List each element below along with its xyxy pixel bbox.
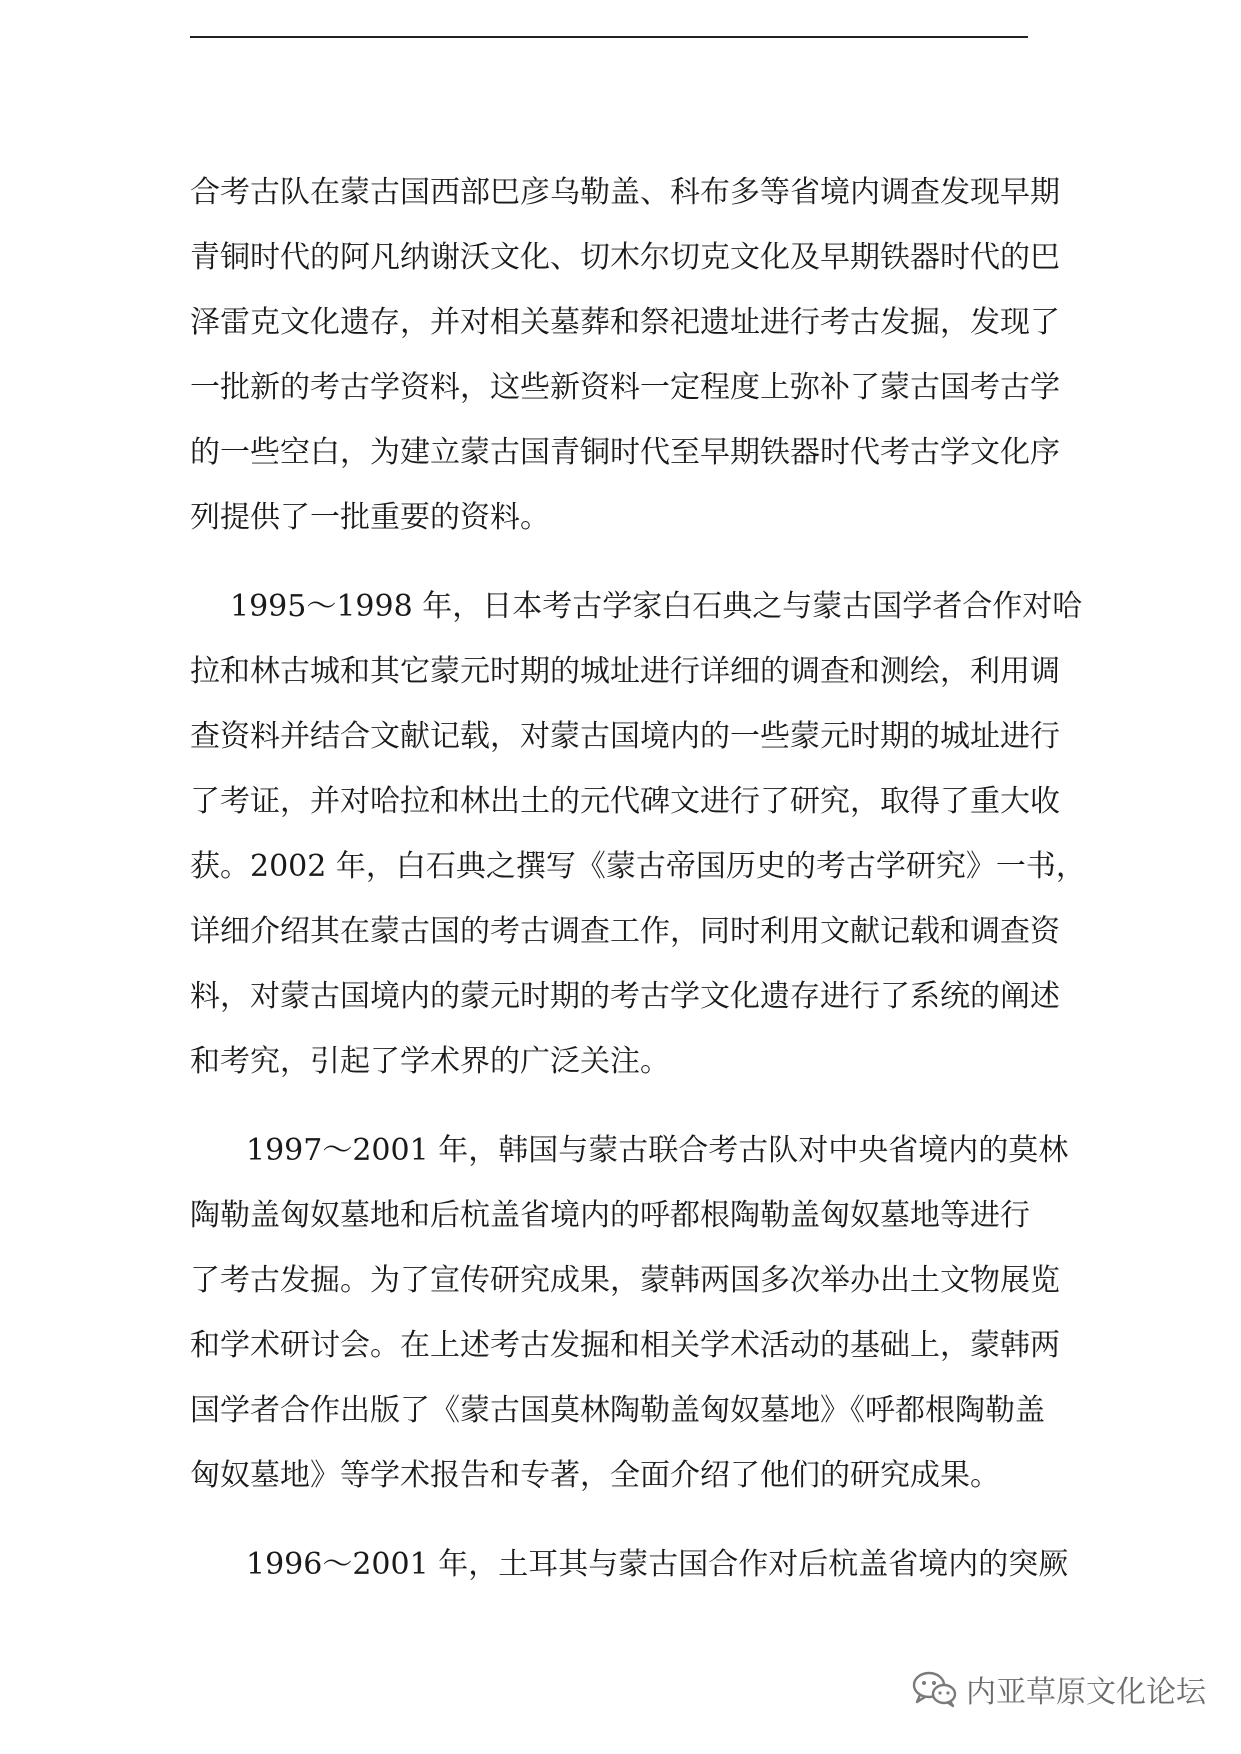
text-line: 青铜时代的阿凡纳谢沃文化、切木尔切克文化及早期铁器时代的巴: [190, 240, 1060, 275]
paragraph-2: [190, 574, 1086, 1094]
text-line: 泽雷克文化遗存，并对相关墓葬和祭祀遗址进行考古发掘，发现了: [190, 305, 1060, 340]
text-line: 1996～2001 年，土耳其与蒙古国合作对后杭盖省境内的突厥: [246, 1547, 1069, 1582]
wechat-icon: [912, 1670, 958, 1708]
text-line: 料，对蒙古国境内的蒙元时期的考古学文化遗存进行了系统的阐述: [190, 979, 1060, 1014]
text-line: 1997～2001 年，韩国与蒙古联合考古队对中央省境内的莫林: [246, 1133, 1069, 1168]
document-body: [190, 160, 1086, 1621]
text-line: 的一些空白，为建立蒙古国青铜时代至早期铁器时代考古学文化序: [190, 435, 1060, 470]
paragraph-4: [190, 1532, 1069, 1597]
text-line: 查资料并结合文献记载，对蒙古国境内的一些蒙元时期的城址进行: [190, 719, 1060, 754]
text-line: 一批新的考古学资料，这些新资料一定程度上弥补了蒙古国考古学: [190, 370, 1060, 405]
header-rule: [190, 36, 1028, 38]
text-line: 了考古发掘。为了宣传研究成果，蒙韩两国多次举办出土文物展览: [190, 1263, 1060, 1298]
text-line: 和学术研讨会。在上述考古发掘和相关学术活动的基础上，蒙韩两: [190, 1328, 1060, 1363]
paragraph-1: [190, 160, 1060, 550]
text-line: 详细介绍其在蒙古国的考古调查工作，同时利用文献记载和调查资: [190, 914, 1060, 949]
text-line: 陶勒盖匈奴墓地和后杭盖省境内的呼都根陶勒盖匈奴墓地等进行: [190, 1198, 1030, 1233]
text-line: 和考究，引起了学术界的广泛关注。: [190, 1044, 670, 1079]
text-line: 列提供了一批重要的资料。: [190, 500, 550, 535]
text-line: 1995～1998 年，日本考古学家白石典之与蒙古国学者合作对哈: [230, 589, 1083, 624]
text-line: 获。2002 年，白石典之撰写《蒙古帝国历史的考古学研究》一书，: [190, 849, 1086, 884]
paragraph-3: [190, 1118, 1069, 1508]
text-line: 合考古队在蒙古国西部巴彦乌勒盖、科布多等省境内调查发现早期: [190, 175, 1060, 210]
watermark: [912, 1664, 1206, 1714]
text-line: 拉和林古城和其它蒙元时期的城址进行详细的调查和测绘，利用调: [190, 654, 1060, 689]
text-line: 匈奴墓地》等学术报告和专著，全面介绍了他们的研究成果。: [190, 1458, 1000, 1493]
text-line: 了考证，并对哈拉和林出土的元代碑文进行了研究，取得了重大收: [190, 784, 1060, 819]
text-line: 国学者合作出版了《蒙古国莫林陶勒盖匈奴墓地》《呼都根陶勒盖: [190, 1393, 1045, 1428]
watermark-text: 内亚草原文化论坛: [966, 1675, 1206, 1710]
